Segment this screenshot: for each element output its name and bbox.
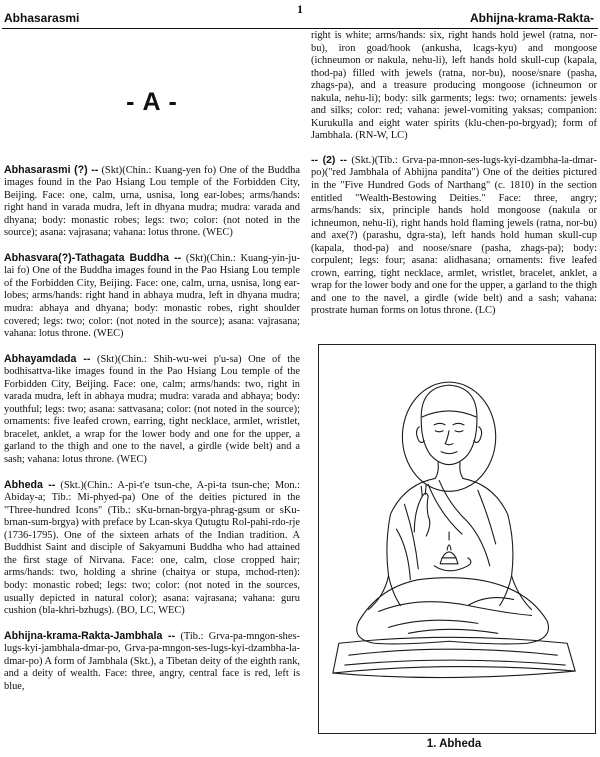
right-column <box>311 30 597 318</box>
dictionary-entry <box>4 630 300 694</box>
section-letter: - A - <box>126 88 178 116</box>
entry-text: (Skt)(Chin.: Shih-wu-wei p'u-sa) One of the bodhisattva-like images found in the Pao Hsiang Lou temple of the Forbidden City, Beijing. Face: one, calm; arms/hands: two, right in varada mudra, left in abhaya mudra; mudra: varada and abhaya; body: youthful; legs: two; asana: sattvasana; color: (not noted in the source); ornaments: five leafed crown, earring, tight necklace, armlet, wristlet, bracelet, anklet, a wrap for the lower body and one for the upper, a garland to the thigh and one to the navel, a girdle (wide belt) and a sash; vahana: lotus throne. (WEC) <box>4 353 300 466</box>
halo-outline <box>402 382 495 491</box>
guru-cushion <box>333 637 575 673</box>
crossed-legs <box>357 578 549 644</box>
subentry-label: -- (2) -- <box>311 154 347 166</box>
figure-frame <box>318 344 596 734</box>
entry-text: (Tib.: Grva-pa-mngon-shes-lugs-kyi-jambhala-dmar-po, Grva-pa-mngon-ses-lugs-kyi-dzambha-la-dmar-po) A form of Jambhala (Skt.), a Tibetan deity of the eighth rank, and a deity of wealth. Face: three, angry, central face is red, left is blue, <box>4 630 300 692</box>
entry-text: (Skt.)(Chin.: A-pi-t'e tsun-che, A-pi-ta tsun-che; Mon.: Abiday-a; Tib.: Mi-phyed-pa) One of the deities pictured in the "Three-hundred Icons" (Tib.: sKu-brnan-brgya-phrag-gsum or sKu-brnan-sum-brgya) with preface by Lcan-skya Qutugtu Rol-pahi-rdo-rje (1736-1795). One of the sixteen arhats of the Indian tradition. A Buddhist Saint and disciple of Sakyamuni Buddha who had attained the first stage of Nirvana. Face: one, calm, close cropped hair; arms/hands: two, holding a shrine (chaitya or stupa, mchod-rten): body: monastic robed; legs: two; color: (not noted in the sources, usually depicted in natural color); asana: vajrasana; vahana: guru cushion (bla-khri-bzhugs). (BO, LC, WEC) <box>4 479 300 617</box>
seated-arhat-illustration <box>319 345 595 733</box>
subentry-text: (Skt.)(Tib.: Grva-pa-mnon-ses-lugs-kyi-dzambha-la-dmar-po)("red Jambhala of Abhijna pandita") One of the deities pictured in the "Five Hundred Gods of Narthang" (c. 1810) in the section entitled "Wealth-Bestowing Deities." Face: three, angry; arms/hands: six, principle hands hold mongoose (nakula or ichneumon, nehu-li), right hands hold flaming jewels (ratna, nor-bu) and axe(?) (parashu, dgra-sta), left hands hold human skull-cup (kapala, thod-pa) and noose/snare (pasha, zhags-pa); body: corpulent; legs: four; asana: alidhasana; ornaments: five leafed crown, earring, tight necklace, armlet, wristlet, bracelet, anklet, a wrap for the lower body and one for the upper, a garland to the thigh and one to the navel, a girdle (wide belt) and a sash; vahana: prostrate human forms on lotus throne. (LC) <box>311 154 597 317</box>
dictionary-subentry <box>311 155 597 318</box>
entry-headword: Abhasvara(?)-Tathagata Buddha -- <box>4 251 182 264</box>
dictionary-entry <box>4 353 300 467</box>
page-number: 1 <box>297 2 303 16</box>
dictionary-entry <box>4 252 300 341</box>
continuation-text: right is white; arms/hands: six, right hands hold jewel (ratna, nor-bu), iron goad/hook (ankusha, lcags-kyu) and mongoose (ichneumon or nakula, nehu-li), left hands hold skull-cup (kapala, thod-pa) filled with jewels (ratna, nor-bu), noose/snare (pasha, zhags-pa), and a treasure producing mongoose (ichneumon or nakula, nehu-li); body: silk garments; legs: two; ornaments: jewels and silks; color: red; vahana: jewel-vomiting yaksas; companion: Kurukulla and eight water spirits (klu-chen-po-brgyad); form of Jambhala. (RN-W, LC) <box>311 30 597 142</box>
entry-text: (Skt)(Chin.: Kuang-yen fo) One of the Buddha images found in the Pao Hsiang Lou temple of the Forbidden City, Beijing. Face: one, calm, urna, usnisa, long ear-lobes; arms/hands: right hand in varada mudra, left in dhyana mudra; mudra: varada and dhyana; body: monastic robes; legs: two; color: (not noted in the source); asana: vajrasana; vahana: lotus throne. (WEC) <box>4 164 300 239</box>
entry-headword: Abhijna-krama-Rakta-Jambhala -- <box>4 629 176 642</box>
right-running-head: Abhijna-krama-Rakta- <box>469 11 594 25</box>
head-outline <box>421 385 477 464</box>
stupa-icon <box>447 545 451 550</box>
figure-caption: 1. Abheda <box>426 738 482 750</box>
header-rule <box>2 28 598 29</box>
entry-headword: Abhayamdada -- <box>4 352 91 365</box>
left-running-head: Abhasarasmi <box>4 11 80 25</box>
left-column <box>4 30 300 693</box>
entry-continuation <box>311 30 597 143</box>
entry-headword: Abhasarasmi (?) -- <box>4 163 99 176</box>
dictionary-entry <box>4 479 300 618</box>
entry-text: (Skt)(Chin.: Kuang-yin-ju-lai fo) One of the Buddha images found in the Pao Hsiang Lou temple of the Forbidden City, Beijing. Face: one, calm, urna, usnisa, long ear-lobes; arms/hands: right hand in abhaya mudra, left in dhyana mudra; mudra: abhaya and dhyana; body: monastic robes, right shoulder covered; legs: two; color: (not noted in the source); asana: vajrasana; vahana: lotus throne. (WEC) <box>4 252 300 340</box>
entry-headword: Abheda -- <box>4 478 56 491</box>
dictionary-entry <box>4 164 300 240</box>
